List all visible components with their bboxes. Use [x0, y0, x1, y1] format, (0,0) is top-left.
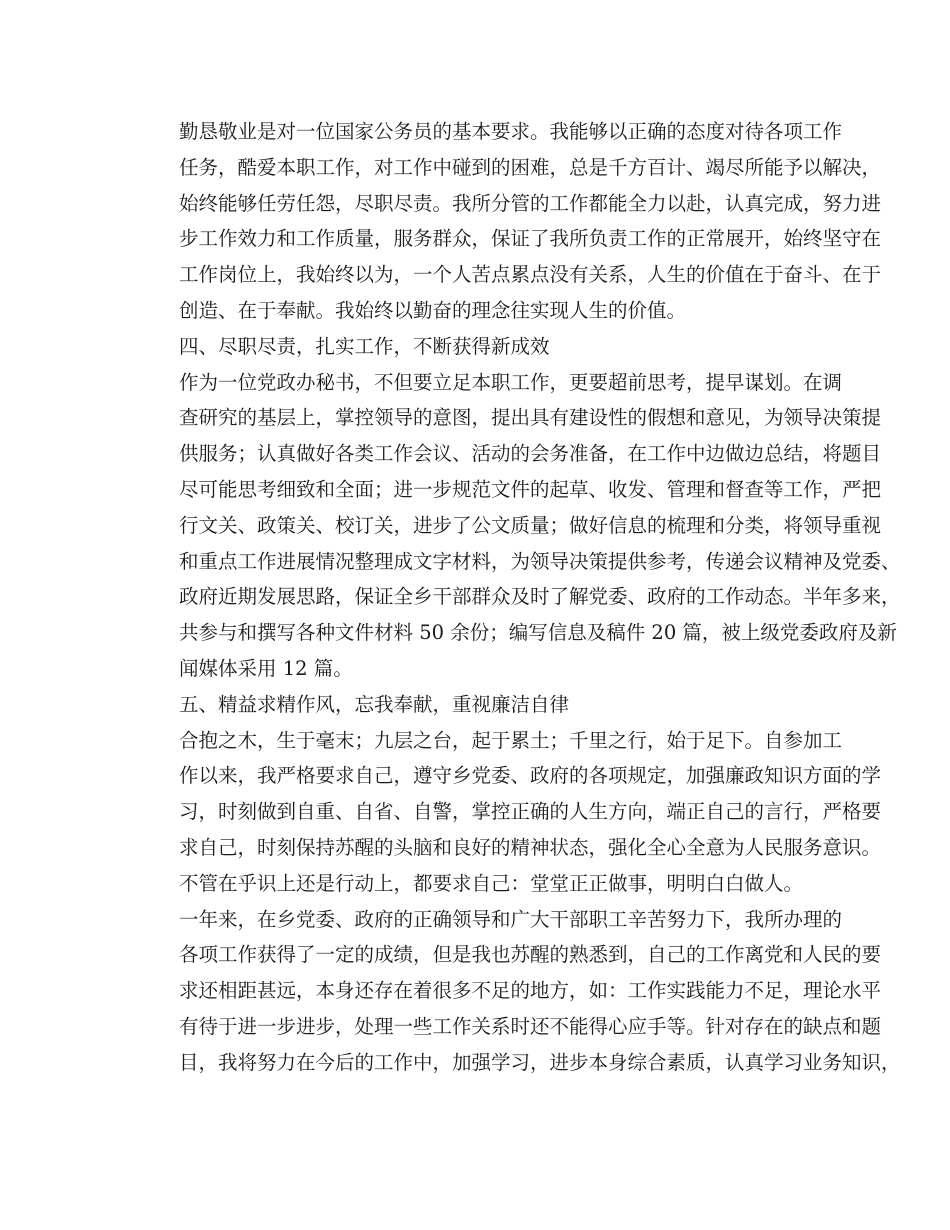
text-line: 工作岗位上，我始终以为，一个人苦点累点没有关系，人生的价值在于奋斗、在于 [179, 263, 882, 287]
text-line: 供服务；认真做好各类工作会议、活动的会务准备，在工作中边做边总结，将题目 [179, 442, 882, 466]
text-line: 求还相距甚远，本身还存在着很多不足的地方，如：工作实践能力不足，理论水平 [179, 979, 882, 1003]
text-line: 不管在乎识上还是行动上，都要求自己：堂堂正正做事，明明白白做人。 [179, 871, 804, 895]
text-line: 步工作效力和工作质量，服务群众，保证了我所负责工作的正常展开，始终坚守在 [179, 227, 882, 251]
text-line: 目，我将努力在今后的工作中，加强学习，进步本身综合素质，认真学习业务知识， [179, 1050, 901, 1074]
text-line: 政府近期发展思路，保证全乡干部群众及时了解党委、政府的工作动态。半年多来， [179, 585, 901, 609]
section-heading-4: 四、尽职尽责，扎实工作，不断获得新成效 [179, 334, 550, 358]
document-body [140, 114, 901, 1081]
text-line: 共参与和撰写各种文件材料 50 余份；编写信息及稿件 20 篇，被上级党委政府及新 [179, 621, 897, 645]
text-line: 闻媒体采用 12 篇。 [179, 656, 353, 680]
text-line: 查研究的基层上，掌控领导的意图，提出具有建设性的假想和意见，为领导决策提 [179, 406, 882, 430]
text-line: 作以来，我严格要求自己，遵守乡党委、政府的各项规定，加强廉政知识方面的学 [179, 764, 882, 788]
text-line: 和重点工作进展情况整理成文字材料，为领导决策提供参考，传递会议精神及党委、 [179, 549, 901, 573]
text-line: 创造、在于奉献。我始终以勤奋的理念往实现人生的价值。 [179, 298, 687, 322]
text-line: 合抱之木，生于毫末；九层之台，起于累土；千里之行，始于足下。自参加工 [179, 728, 843, 752]
paragraph-dedication [140, 114, 882, 329]
section-heading-5: 五、精益求精作风，忘我奉献，重视廉洁自律 [179, 692, 570, 716]
paragraph-secretary-work [140, 365, 901, 687]
text-line: 有待于进一步进步，处理一些工作关系时还不能得心应手等。针对存在的缺点和题 [179, 1014, 882, 1038]
text-line: 习，时刻做到自重、自省、自警，掌控正确的人生方向，端正自己的言行，严格要 [179, 800, 882, 824]
text-line: 作为一位党政办秘书，不但要立足本职工作，更要超前思考，提早谋划。在调 [179, 370, 843, 394]
text-line: 行文关、政策关、校订关，进步了公文质量；做好信息的梳理和分类，将领导重视 [179, 513, 882, 537]
text-line: 勤恳敬业是对一位国家公务员的基本要求。我能够以正确的态度对待各项工作 [179, 120, 843, 143]
text-line: 各项工作获得了一定的成绩，但是我也苏醒的熟悉到，自己的工作离党和人民的要 [179, 943, 882, 967]
text-line: 一年来，在乡党委、政府的正确领导和广大干部职工辛苦努力下，我所办理的 [179, 907, 843, 931]
text-line: 尽可能思考细致和全面；进一步规范文件的起草、收发、管理和督查等工作，严把 [179, 477, 882, 501]
text-line: 任务，酷爱本职工作，对工作中碰到的困难，总是千方百计、竭尽所能予以解决， [179, 155, 882, 179]
text-line: 始终能够任劳任怨，尽职尽责。我所分管的工作都能全力以赴，认真完成，努力进 [179, 191, 882, 215]
paragraph-year-review [140, 902, 901, 1081]
paragraph-integrity [140, 723, 882, 902]
text-line: 求自己，时刻保持苏醒的头脑和良好的精神状态，强化全心全意为人民服务意识。 [179, 835, 882, 859]
